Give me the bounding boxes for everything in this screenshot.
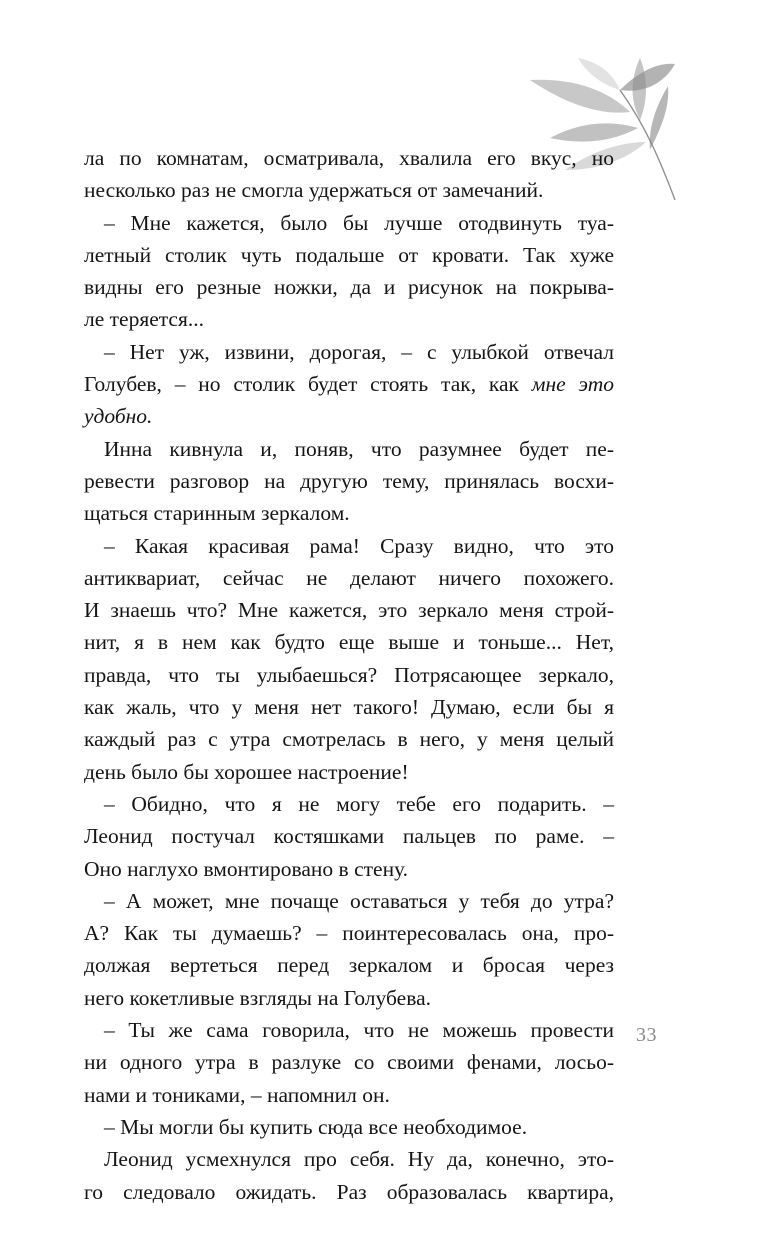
text-line — [84, 853, 614, 885]
text-line — [84, 400, 614, 432]
text-line — [84, 239, 614, 271]
text-segment: день было бы хорошее настроение! — [84, 759, 409, 784]
text-segment: го следовало ожидать. Раз образовалась квартира, — [84, 1179, 614, 1204]
text-line — [84, 530, 614, 562]
text-segment: – Какая красивая рама! Сразу видно, что это — [104, 533, 614, 558]
text-segment: – Нет уж, извини, дорогая, – с улыбкой отвечал — [104, 339, 614, 364]
text-segment: видны его резные ножки, да и рисунок на покрыва- — [84, 275, 614, 300]
text-segment: антиквариат, сейчас не делают ничего похожего. — [84, 565, 614, 590]
text-line — [84, 659, 614, 691]
text-segment: Оно наглухо вмонтировано в стену. — [84, 856, 409, 881]
text-line — [84, 723, 614, 755]
text-line — [84, 885, 614, 917]
text-line — [84, 142, 614, 174]
text-segment: И знаешь что? Мне кажется, это зеркало меня строй- — [84, 598, 614, 623]
text-line — [84, 691, 614, 723]
italic-text: удобно. — [84, 404, 153, 429]
text-segment: Леонид усмехнулся про себя. Ну да, конечно, это- — [104, 1147, 614, 1172]
italic-text: мне это — [531, 372, 615, 397]
text-line — [84, 1176, 614, 1208]
text-line — [84, 820, 614, 852]
text-segment: ни одного утра в разлуке со своими фенами, лосьо- — [84, 1050, 614, 1075]
text-segment: как жаль, что у меня нет такого! Думаю, если бы я — [84, 695, 614, 720]
text-line — [84, 1046, 614, 1078]
text-segment: щаться старинным зеркалом. — [84, 501, 350, 526]
text-segment: Инна кивнула и, поняв, что разумнее будет пе- — [104, 436, 614, 461]
text-line — [84, 1079, 614, 1111]
text-line — [84, 949, 614, 981]
text-segment: него кокетливые взгляды на Голубева. — [84, 985, 431, 1010]
text-line — [84, 562, 614, 594]
text-line — [84, 1111, 614, 1143]
text-segment: А? Как ты думаешь? – поинтересовалась она, про- — [84, 921, 614, 946]
text-line — [84, 303, 614, 335]
text-segment: правда, что ты улыбаешься? Потрясающее зеркало, — [84, 662, 614, 687]
text-line — [84, 465, 614, 497]
text-segment: нит, я в нем как будто еще выше и тоньше... Нет, — [84, 630, 614, 655]
text-segment: несколько раз не смогла удержаться от замечаний. — [84, 178, 544, 203]
text-segment: ла по комнатам, осматривала, хвалила его вкус, но — [84, 146, 614, 170]
text-line — [84, 433, 614, 465]
page-number: 33 — [636, 1024, 657, 1046]
text-segment: Голубев, – но столик будет стоять так, как — [84, 372, 532, 397]
text-line — [84, 917, 614, 949]
text-line — [84, 1014, 614, 1046]
text-segment: каждый раз с утра смотрелась в него, у меня целый — [84, 727, 614, 752]
text-line — [84, 497, 614, 529]
text-line — [84, 368, 614, 400]
text-segment: ле теряется... — [84, 307, 204, 332]
text-segment: – А может, мне почаще оставаться у тебя до утра? — [104, 888, 614, 913]
text-line — [84, 1143, 614, 1175]
text-line — [84, 982, 614, 1014]
text-line — [84, 626, 614, 658]
body-text — [84, 142, 614, 1208]
text-segment: – Обидно, что я не могу тебе его подарить. – — [104, 791, 614, 816]
text-line — [84, 271, 614, 303]
text-line — [84, 594, 614, 626]
text-line — [84, 336, 614, 368]
text-segment: нами и тониками, – напомнил он. — [84, 1082, 390, 1107]
text-segment: – Ты же сама говорила, что не можешь провести — [104, 1018, 614, 1043]
text-segment: Леонид постучал костяшками пальцев по раме. – — [84, 824, 614, 849]
text-segment: – Мне кажется, было бы лучше отодвинуть туа- — [104, 210, 614, 235]
text-segment: ревести разговор на другую тему, принялась восхи- — [84, 468, 614, 493]
text-segment: должая вертеться перед зеркалом и бросая через — [84, 953, 614, 978]
text-line — [84, 207, 614, 239]
text-segment: – Мы могли бы купить сюда все необходимое. — [104, 1114, 528, 1139]
text-line — [84, 756, 614, 788]
text-line — [84, 788, 614, 820]
text-segment: летный столик чуть подальше от кровати. Так хуже — [84, 242, 614, 267]
text-line — [84, 174, 614, 206]
